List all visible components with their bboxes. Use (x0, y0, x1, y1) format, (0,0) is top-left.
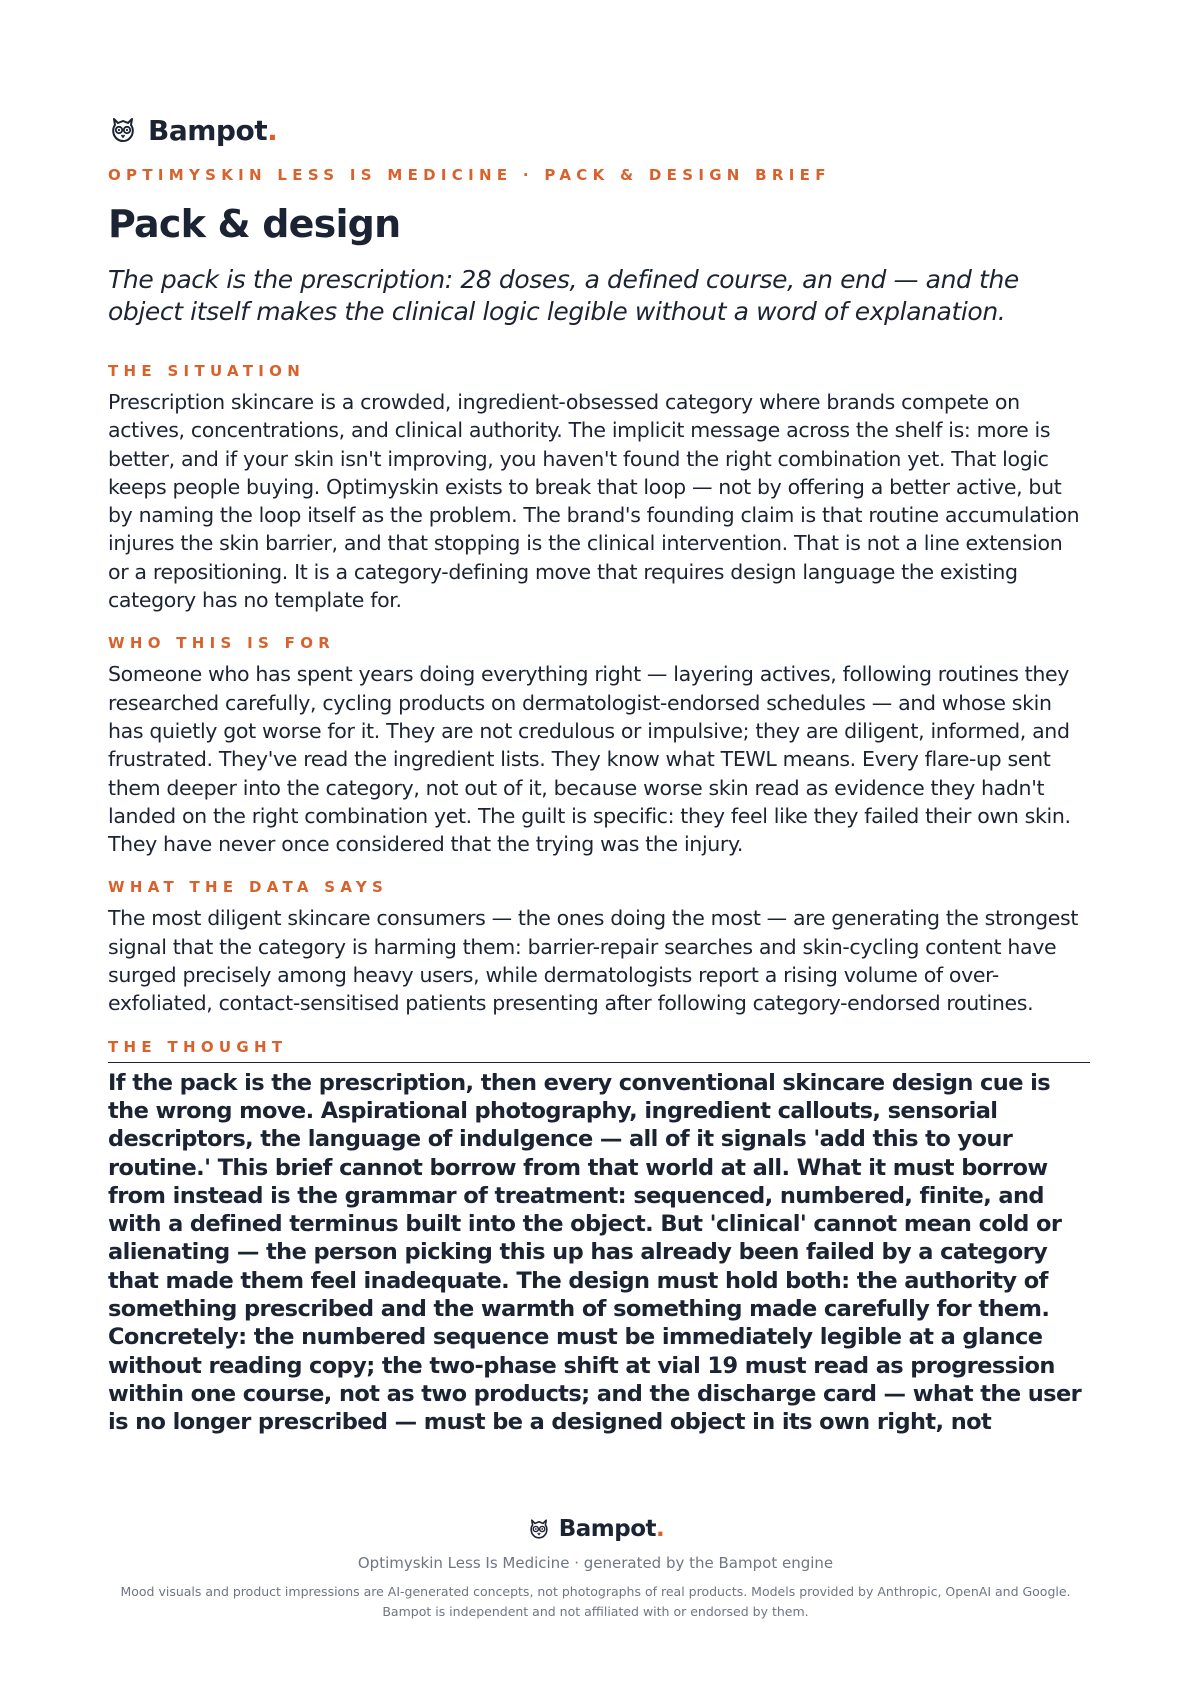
section-what-the-data-says (108, 878, 1088, 1017)
footer-generated-line: Optimyskin Less Is Medicine · generated by the Bampot engine (357, 1554, 834, 1572)
owl-icon (527, 1517, 551, 1541)
owl-icon (108, 115, 138, 145)
brief-page (108, 110, 1088, 1436)
section-label: THE SITUATION (108, 362, 306, 380)
footer-brand (527, 1512, 665, 1546)
page-title: Pack & design (108, 202, 401, 246)
section-divider (108, 1062, 1090, 1063)
page-dek: The pack is the prescription: 28 doses, a defined course, an end — and the object itself makes the clinical logic legible without a word of explanation. (108, 265, 1019, 326)
section-body: Prescription skincare is a crowded, ingredient-obsessed category where brands compete on actives, concentrations, and clinical authority. The implicit message across the shelf is: more is better, and if your skin isn't improving, you haven't found the right combination yet. That logic keeps people buying. Optimyskin exists to break that loop — not by offering a better active, but by naming the loop itself as the problem. The brand's founding claim is that routine accumulation injures the skin barrier, and that stopping is the clinical intervention. That is not a line extension or a repositioning. It is a category-defining move that requires design language the existing category has no template for. (108, 390, 1080, 613)
footer-brand-dot: . (656, 1516, 665, 1542)
footer-brand-name: Bampot (558, 1516, 657, 1542)
section-who-this-is-for (108, 634, 1088, 858)
document-eyebrow: OPTIMYSKIN LESS IS MEDICINE · PACK & DESIGN BRIEF (108, 166, 831, 184)
section-body: Someone who has spent years doing everything right — layering actives, following routines they researched carefully, cycling products on dermatologist-endorsed schedules — and whose skin has quietly got worse for it. They are not credulous or impulsive; they are diligent, informed, and frustrated. They've read the ingredient lists. They know what TEWL means. Every flare-up sent them deeper into the category, not out of it, because worse skin read as evidence they hadn't landed on the right combination yet. The guilt is specific: they feel like they failed their own skin. They have never once considered that the trying was the injury. (108, 662, 1071, 857)
brand-name: Bampot (148, 113, 268, 147)
footer-disclaimer: Mood visuals and product impressions are AI-generated concepts, not photographs of real products. Models provided by Anthropic, OpenAI and Google. Bampot is independent and not affiliated with or endorsed by them. (120, 1584, 1071, 1619)
section-label: THE THOUGHT (108, 1037, 288, 1056)
footer-wordmark (559, 1516, 665, 1542)
brand-dot: . (267, 113, 278, 147)
section-body: The most diligent skincare consumers — the ones doing the most — are generating the strongest signal that the category is harming them: barrier-repair searches and skin-cycling content have surged precisely among heavy users, while dermatologists report a rising volume of over-exfoliated, contact-sensitised patients presenting after following category-endorsed routines. (108, 906, 1079, 1016)
section-situation (108, 362, 1088, 614)
section-label: WHAT THE DATA SAYS (108, 878, 389, 897)
thought-body: If the pack is the prescription, then every conventional skincare design cue is the wrong move. Aspirational photography, ingredient callouts, sensorial descriptors, the language of indulgence — all of it signals 'add this to your routine.' This brief cannot borrow from that world at all. What it must borrow from instead is the grammar of treatment: sequenced, numbered, finite, and with a defined terminus built into the object. But 'clinical' cannot mean cold or alienating — the person picking this up has already been failed by a category that made them feel inadequate. The design must hold both: the authority of something prescribed and the warmth of something made carefully for them. Concretely: the numbered sequence must be immediately legible at a glance without reading copy; the two-phase shift at vial 19 must read as progression within one course, not as two products; and the discharge card — what the user is no longer prescribed — must be a designed object in its own right, not (108, 1069, 1082, 1436)
section-the-thought (108, 1037, 1088, 1436)
page-footer (0, 1512, 1191, 1622)
section-label: WHO THIS IS FOR (108, 634, 336, 653)
brand-wordmark (148, 114, 277, 147)
brand-header (108, 110, 1088, 150)
